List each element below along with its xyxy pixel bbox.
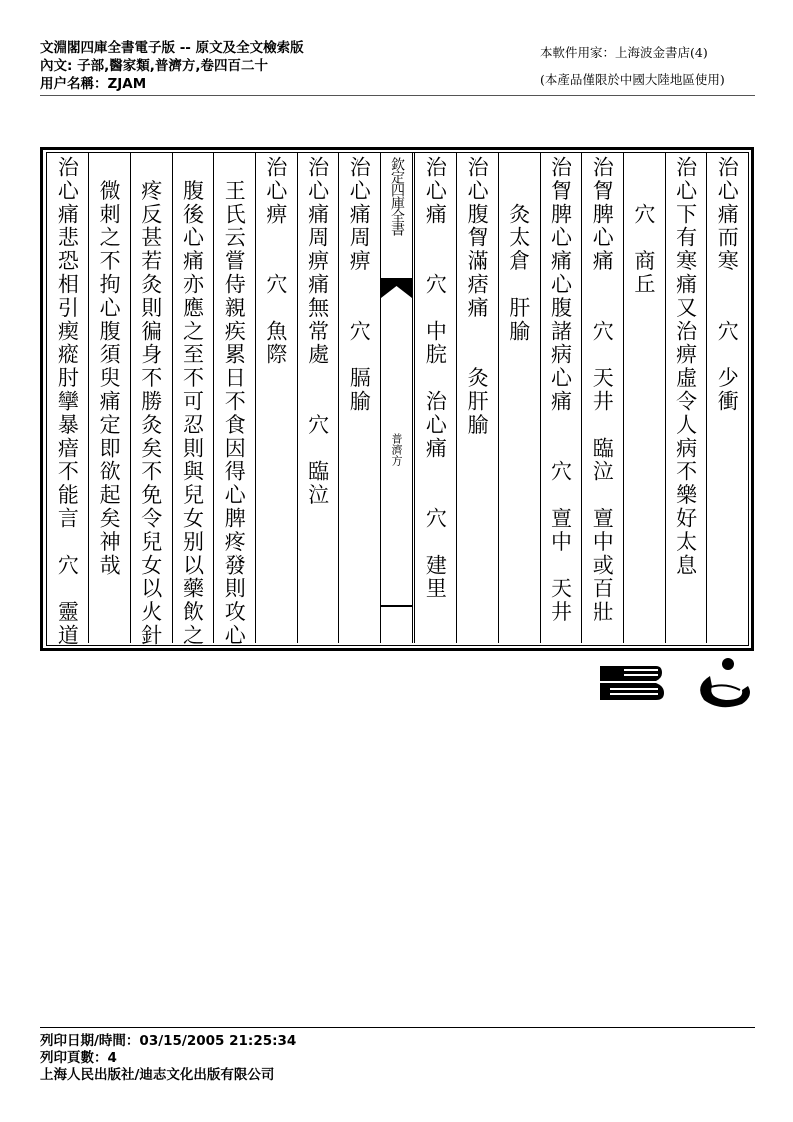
banner-divider [381,605,412,607]
text-column [172,153,213,648]
books-logo-icon [596,664,666,702]
column-text: 王氏云嘗侍親疾累日不食因得心脾疼發則攻心 [222,156,247,648]
text-column [540,153,581,643]
text-column [130,153,171,648]
text-column [46,153,87,648]
column-text: 疼反甚若灸則徧身不勝灸矣不免令兒女以火針 [138,156,163,648]
text-column [581,153,622,643]
header-title: 文淵閣四庫全書電子版 -- 原文及全文檢索版 [40,40,304,56]
publisher-logo-icon [690,656,756,712]
header-licensee: 本軟件用家：上海波金書店(4) [540,45,708,60]
column-text: 微刺之不拘心腹須臾痛定即欲起矣神哉 [97,156,122,578]
text-column [297,153,338,643]
center-banner [380,153,413,643]
text-column [665,153,706,643]
column-text: 治胷脾心痛 穴 天井 臨泣 亶中或百壯 [590,156,615,624]
column-text: 治心痹 穴 魚際 [263,156,288,367]
banner-book-title: 普濟方 [390,433,403,466]
footer-divider [40,1027,755,1028]
header-restriction: (本產品僅限於中國大陸地區使用) [540,72,725,87]
header-divider [40,95,755,96]
text-column [88,153,129,643]
text-column [706,153,747,643]
text-column [498,153,539,643]
text-column [414,153,455,643]
header-content-path: 內文: 子部,醫家類,普濟方,卷四百二十 [40,58,268,74]
text-column [213,153,254,648]
footer-print-pages: 列印頁數：4 [40,1050,117,1066]
banner-series-title: 欽定四庫全書 [389,157,405,235]
column-text: 治心痛悲恐相引瘈瘲肘攣暴瘖不能言 穴 靈道 [55,156,80,648]
column-text: 治心痛而寒 穴 少衝 [715,156,740,414]
text-column [338,153,379,643]
column-text: 穴 商丘 [631,156,656,297]
column-text: 治胷脾心痛心腹諸病心痛 穴 亶中 天井 [548,156,573,624]
header-user: 用户名稱：ZJAM [40,76,147,92]
column-text: 治心痛周痹 穴 膈腧 [347,156,372,414]
column-text: 治心痛周痹痛無常處 穴 臨泣 [305,156,330,507]
footer-publishers: 上海人民出版社/迪志文化出版有限公司 [40,1067,275,1083]
fishtail-mark-icon [381,278,412,302]
text-column [456,153,497,643]
column-text: 灸太倉 肝腧 [506,156,531,344]
column-text: 治心痛 穴 中脘 治心痛 穴 建里 [423,156,448,601]
footer-print-datetime: 列印日期/時間：03/15/2005 21:25:34 [40,1033,297,1049]
column-text: 治心下有寒痛又治痹虛令人病不樂好太息 [673,156,698,578]
column-text: 治心腹胷滿痞痛 灸肝腧 [465,156,490,437]
column-text: 腹後心痛亦應之至不可忍則與兒女别以藥飲之 [180,156,205,648]
text-column [255,153,296,643]
text-column [623,153,664,643]
